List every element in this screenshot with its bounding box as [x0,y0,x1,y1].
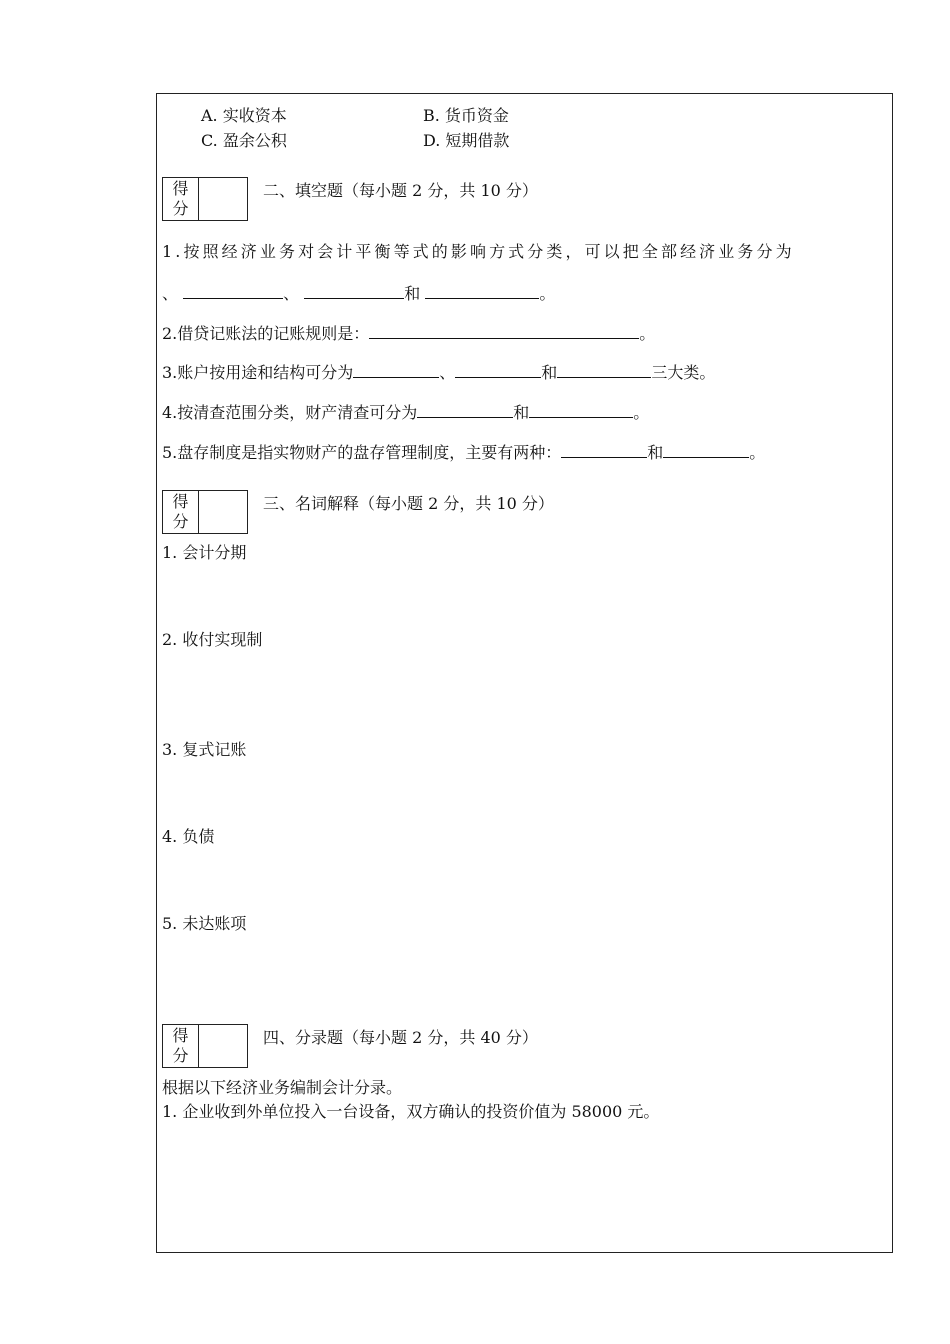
score-label: 得 分 [163,178,199,220]
s4-intro: 根据以下经济业务编制会计分录。 [162,1078,403,1097]
blank-field[interactable] [561,441,647,458]
s2-q4: 4.按清查范围分类，财产清查可分为 和 。 [162,403,650,422]
score-box-section3 [162,490,248,534]
s3-term-4: 4. 负债 [162,827,215,846]
blank-field[interactable] [183,282,283,299]
s3-term-5: 5. 未达账项 [162,914,247,933]
section2-title: 二、填空题（每小题 2 分，共 10 分） [263,181,538,200]
score-label: 得 分 [163,1025,199,1067]
s3-term-3: 3. 复式记账 [162,740,247,759]
s2-q5: 5.盘存制度是指实物财产的盘存管理制度，主要有两种： 和 。 [162,443,766,462]
s3-term-1: 1. 会计分期 [162,543,247,562]
section3-title: 三、名词解释（每小题 2 分，共 10 分） [263,494,554,513]
s3-term-2: 2. 收付实现制 [162,630,263,649]
s4-q1: 1. 企业收到外单位投入一台设备，双方确认的投资价值为 58000 元。 [162,1102,660,1121]
s2-q1-line2: 、 、 和 。 [162,284,556,303]
score-label: 得 分 [163,491,199,533]
blank-field[interactable] [425,282,539,299]
blank-field[interactable] [529,401,633,418]
score-box-section4 [162,1024,248,1068]
blank-field[interactable] [369,322,639,339]
s2-q2: 2.借贷记账法的记账规则是： 。 [162,324,656,343]
score-box-section2 [162,177,248,221]
section4-title: 四、分录题（每小题 2 分，共 40 分） [263,1028,538,1047]
s2-q3: 3.账户按用途和结构可分为 、 和 三大类。 [162,363,716,382]
blank-field[interactable] [417,401,513,418]
blank-field[interactable] [304,282,404,299]
blank-field[interactable] [455,361,541,378]
option-c: C. 盈余公积 [201,131,287,150]
option-b: B. 货币资金 [423,106,509,125]
blank-field[interactable] [557,361,651,378]
option-d: D. 短期借款 [423,131,510,150]
blank-field[interactable] [353,361,439,378]
s2-q1-line1: 1.按照经济业务对会计平衡等式的影响方式分类，可以把全部经济业务分为 [162,242,795,261]
blank-field[interactable] [663,441,749,458]
option-a: A. 实收资本 [201,106,287,125]
